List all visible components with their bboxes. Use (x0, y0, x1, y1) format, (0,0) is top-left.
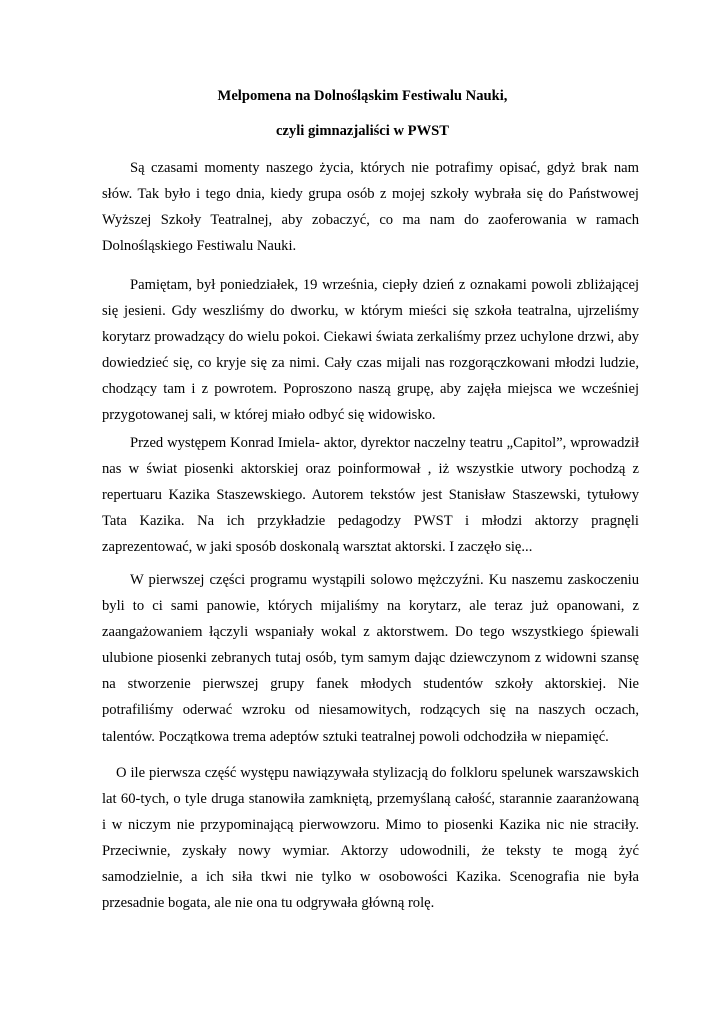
paragraph-1: Są czasami momenty naszego życia, których nie potrafimy opisać, gdyż brak nam słów. Tak było i tego dnia, kiedy grupa osób z mojej szkoły wybrała się do Państwowej Wyższej Szkoły Teatralnej, aby zobaczyć, co ma nam do zaoferowania w ramach Dolnośląskiego Festiwalu Nauki. (102, 160, 639, 255)
article-subtitle: czyli gimnazjaliści w PWST (275, 123, 450, 139)
paragraph-4: W pierwszej części programu wystąpili solowo mężczyźni. Ku naszemu zaskoczeniu byli to ci sami panowie, których mijaliśmy na korytarz, ale teraz już opanowani, z zaangażowaniem łączyli wspaniały wokal z aktorstwem. Do tego wszystkiego śpiewali ulubione piosenki zebranych tutaj osób, tym samym dając dziewczynom z widowni szansę na stworzenie pierwszej grupy fanek młodych studentów szkoły aktorskiej. Nie potrafiliśmy oderwać wzroku od niesamowitych, rodzących się na naszych oczach, talentów. Początkowa trema adeptów sztuki teatralnej powoli odchodziła w niepamięć. (102, 572, 639, 745)
paragraph-3: Przed występem Konrad Imiela- aktor, dyrektor naczelny teatru „Capitol”, wprowadził nas w świat piosenki aktorskiej oraz poinformował , iż wszystkie utwory pochodzą z repertuaru Kazika Staszewskiego. Autorem tekstów jest Stanisław Staszewski, tytułowy Tata Kazika. Na ich przykładzie pedagodzy PWST i młodzi aktorzy pragnęli zaprezentować, w jaki sposób doskonalą warsztat aktorski. I zaczęło się... (102, 435, 639, 556)
article-title: Melpomena na Dolnośląskim Festiwalu Nauki, (217, 88, 508, 104)
paragraph-5: O ile pierwsza część występu nawiązywała stylizacją do folkloru spelunek warszawskich lat 60-tych, o tyle druga stanowiła zamkniętą, przemyślaną całość, starannie zaaranżowaną i w niczym nie przypominającą pierwowzoru. Mimo to piosenki Kazika nic nie straciły. Przeciwnie, zyskały nowy wymiar. Aktorzy udowodnili, że teksty te mogą żyć samodzielnie, a ich siła tkwi nie tylko w osobowości Kazika. Scenografia nie była przesadnie bogata, ale nie ona tu odgrywała główną rolę. (102, 765, 639, 912)
paragraph-2: Pamiętam, był poniedziałek, 19 września, ciepły dzień z oznakami powoli zbliżającej się jesieni. Gdy weszliśmy do dworku, w którym mieści się szkoła teatralna, ujrzeliśmy korytarz prowadzący do wielu pokoi. Ciekawi świata zerkaliśmy przez uchylone drzwi, aby dowiedzieć się, co kryje się za nimi. Cały czas mijali nas rozgorączkowani młodzi ludzie, chodzący tam i z powrotem. Poproszono naszą grupę, aby zajęła miejsca we wcześniej przygotowanej sali, w której miało odbyć się widowisko. (102, 277, 639, 424)
